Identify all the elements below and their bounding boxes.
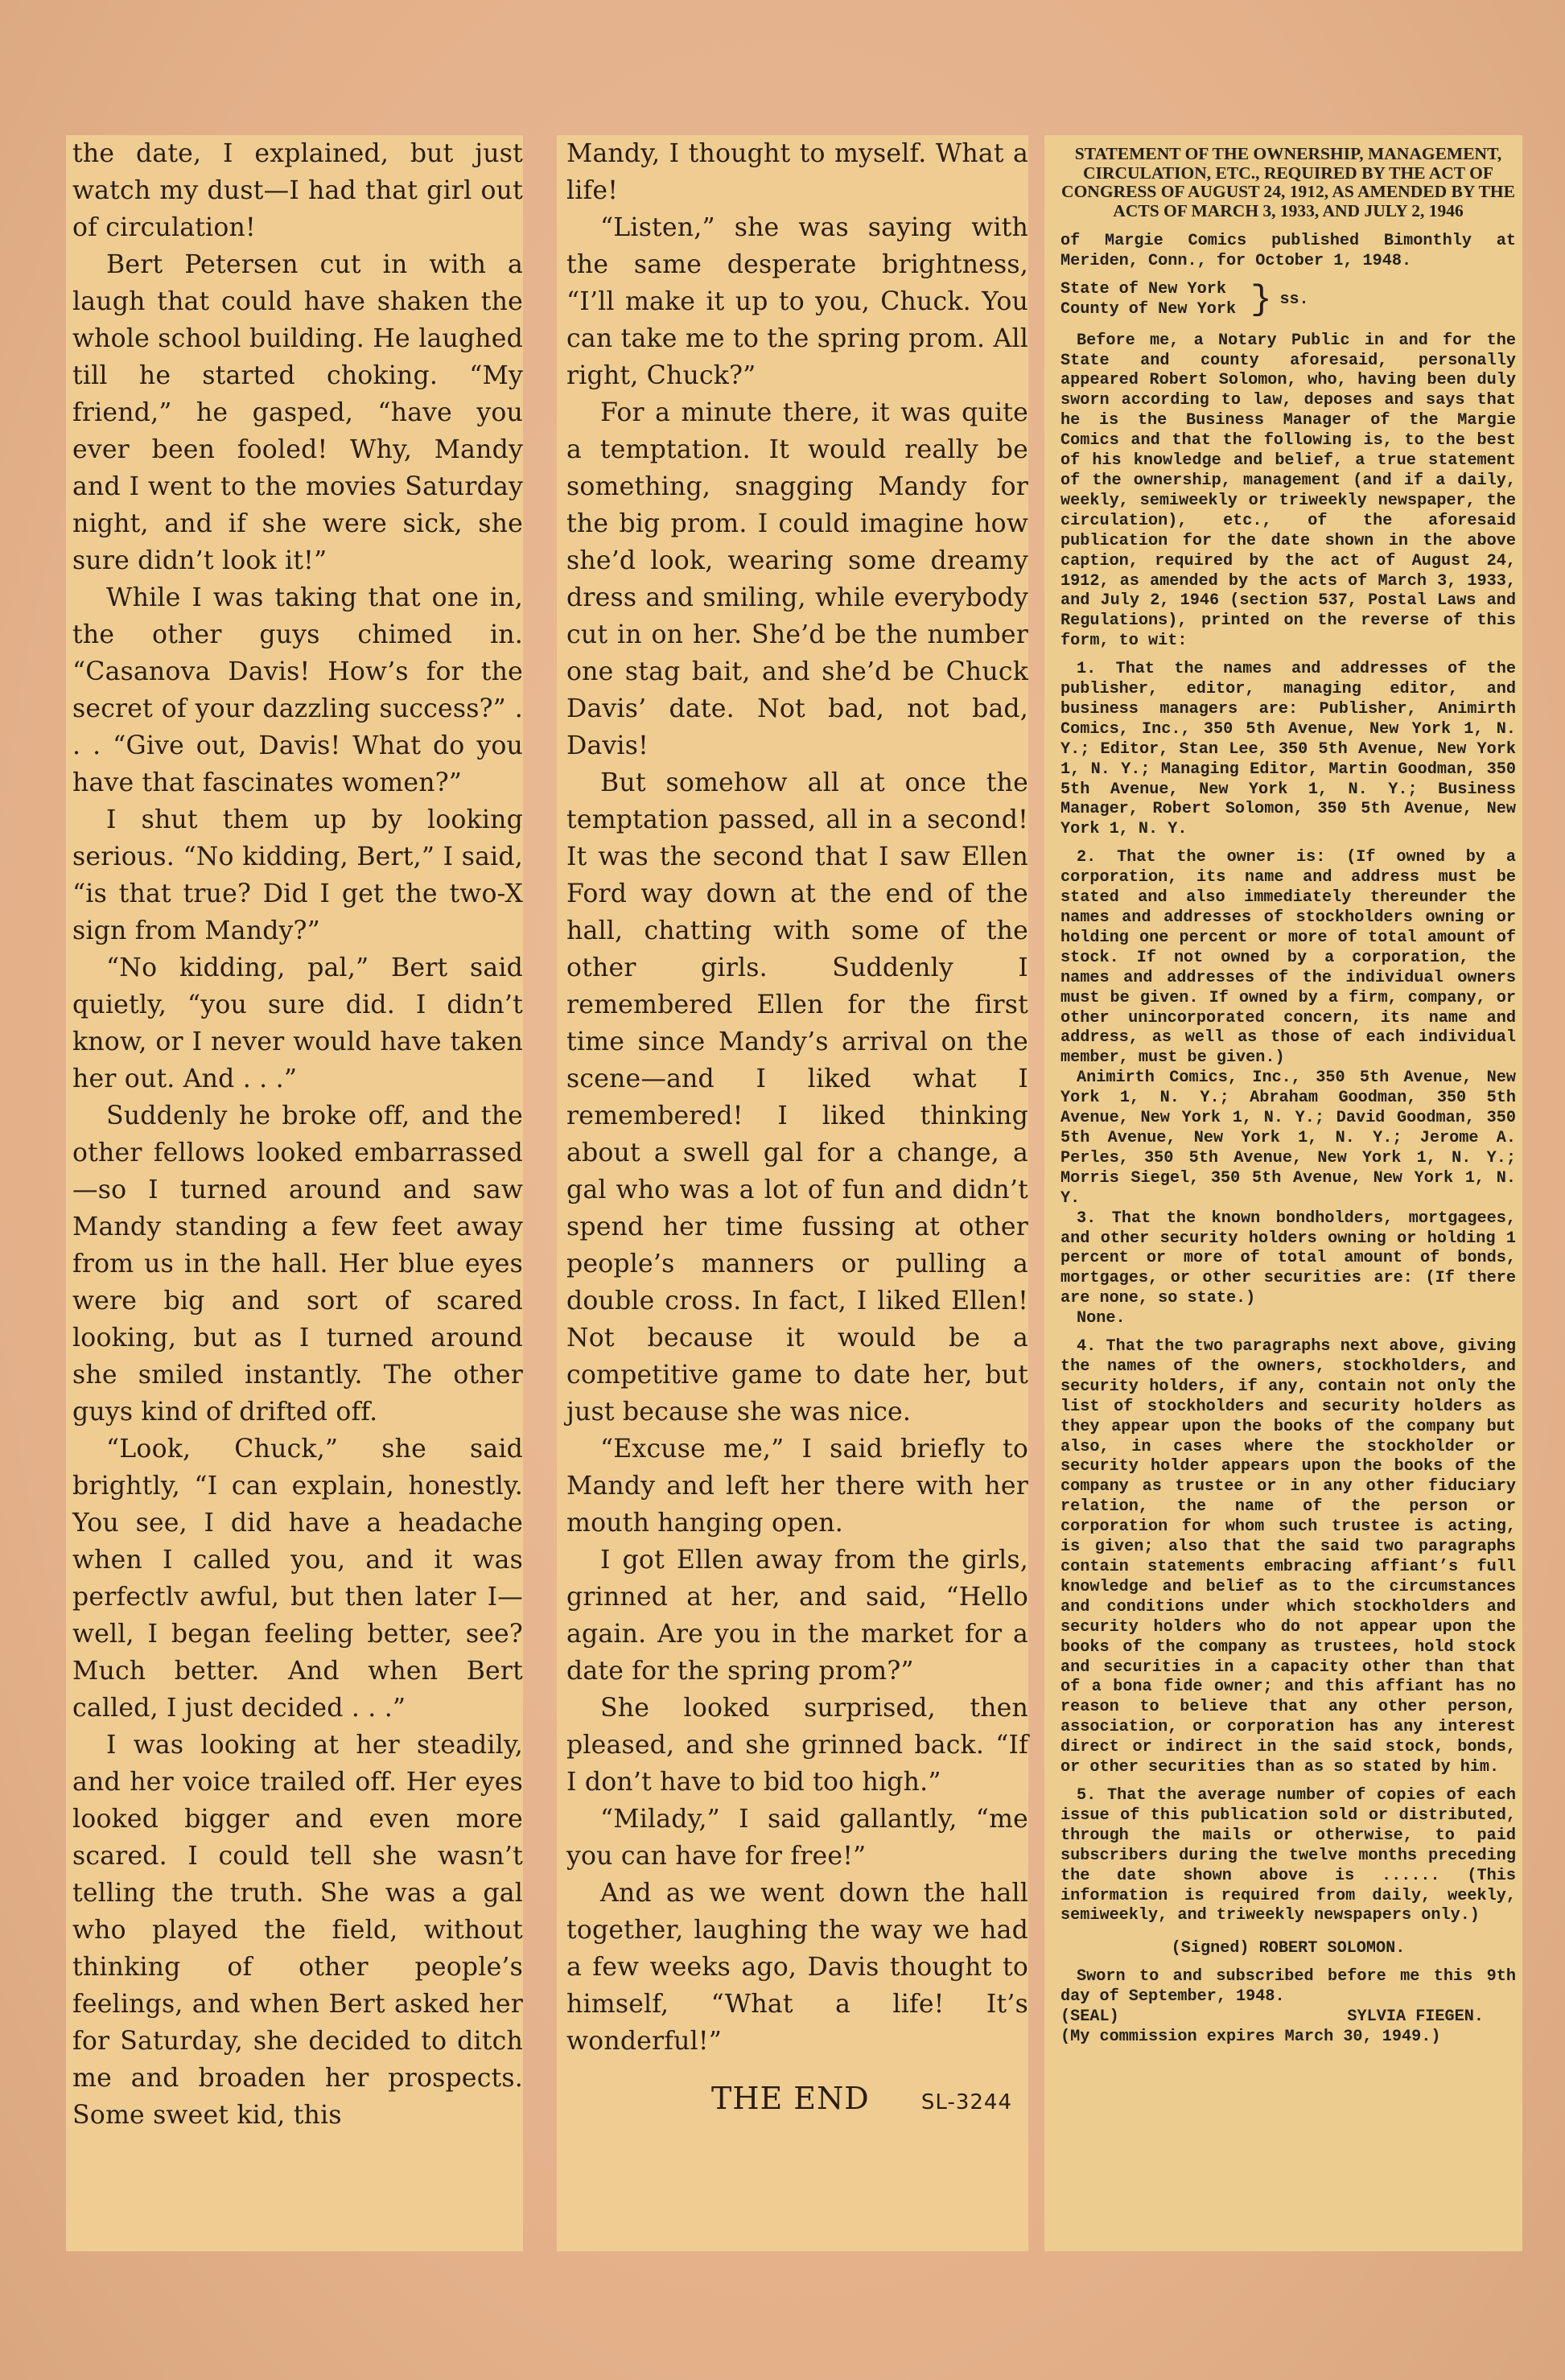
statement-header: STATEMENT OF THE OWNERSHIP, MANAGEMENT, CIRCULATION, ETC., REQUIRED BY THE ACT OF CONGRESS OF AUGUST 24, 1912, AS AMENDED BY THE ACTS OF MARCH 3, 1933, AND JULY 2, 1946 bbox=[1061, 144, 1515, 220]
sworn-line: Sworn to and subscribed before me this 9th day of September, 1948. bbox=[1060, 1967, 1516, 2007]
ownership-statement bbox=[1044, 135, 1522, 2251]
story-paragraph: “No kidding, pal,” Bert said quietly, “you sure did. I didn’t know, or I never would have taken her out. And . . .” bbox=[72, 953, 523, 1093]
county-line: County of New York bbox=[1060, 299, 1237, 319]
notary-name: SYLVIA FIEGEN. bbox=[1347, 2007, 1484, 2027]
state-line: State of New York bbox=[1060, 279, 1226, 299]
commission-line: (My commission expires March 30, 1949.) bbox=[1060, 2027, 1441, 2046]
ss-label: ss. bbox=[1279, 290, 1309, 310]
statement-paragraph: 4. That the two paragraphs next above, giving the names of the owners, stockholders, and security holders, if any, contain not only the list of stockholders and security holders as they appear upon the books of the company but also, in cases where the stockholder or security holder appears upon the books of the company as trustee or in any other fiduciary relation, the name of the person or corporation for whom such trustee is acting, is given; also that the said two paragraphs contain statements embracing affiant’s full knowledge and belief as to the circumstances and conditions under which stockholders and security holders who do not appear upon the books of the company as trustees, hold stock and securities in a capacity other than that of a bona fide owner; and this affiant has no reason to believe that any other person, association, or corporation has any interest direct or indirect in the said stock, bonds, or other securities than as so stated by him. bbox=[1060, 1337, 1516, 1777]
statement-paragraph: 3. That the known bondholders, mortgagees, and other security holders owning or holding 1 percent or more of total amount of bonds, mortgages, or other securities are: (If there are none, so state.) bbox=[1060, 1209, 1516, 1308]
story-paragraph: While I was taking that one in, the other guys chimed in. “Casanova Davis! How’s for the secret of your dazzling success?” . . . “Give out, Davis! What do you have that fascinates women?” bbox=[72, 583, 523, 797]
story-paragraph: “Listen,” she was saying with the same desperate brightness, “I’ll make it up to you, Chuck. You can take me to the spring prom. All right, Chuck?” bbox=[566, 213, 1028, 390]
story-paragraph: And as we went down the hall together, laughing the way we had a few weeks ago, Davis thought to himself, “What a life! It’s wonderful!” bbox=[566, 1879, 1028, 2056]
the-end-label: THE END bbox=[711, 2081, 870, 2116]
signature-line: (Signed) ROBERT SOLOMON. bbox=[1171, 1939, 1406, 1958]
story-paragraph: Bert Petersen cut in with a laugh that could have shaken the whole school building. He laughed till he started choking. “My friend,” he gasped, “have you ever been fooled! Why, Mandy and I went to the movies Saturday night, and if she were sick, she sure didn’t look it!” bbox=[72, 250, 523, 575]
statement-intro: of Margie Comics published Bimonthly at Meriden, Conn., for October 1, 1948. bbox=[1060, 232, 1516, 270]
story-paragraph: “Look, Chuck,” she said brightly, “I can explain, honestly. You see, I did have a headache when I called you, and it was perfectlv awful, but then later I—well, I began feeling better, see? Much better. And when Bert called, I just decided . . .” bbox=[72, 1435, 523, 1723]
story-paragraph: Suddenly he broke off, and the other fellows looked embarrassed—so I turned around and saw Mandy standing a few feet away from us in the hall. Her blue eyes were big and sort of scared looking, but as I turned around she smiled instantly. The other guys kind of drifted off. bbox=[72, 1101, 523, 1427]
story-paragraph: She looked surprised, then pleased, and she grinned back. “If I don’t have to bid too high.” bbox=[566, 1694, 1028, 1797]
story-code: SL-3244 bbox=[920, 2090, 1012, 2114]
statement-paragraph: Animirth Comics, Inc., 350 5th Avenue, New York 1, N. Y.; Abraham Goodman, 350 5th Avenue, New York 1, N. Y.; David Goodman, 350 5th Avenue, New York 1, N. Y.; Jerome A. Perles, 350 5th Avenue, New York 1, N. Y.; Morris Siegel, 350 5th Avenue, New York 1, N. Y. bbox=[1060, 1069, 1516, 1208]
statement-paragraph: 5. That the average number of copies of each issue of this publication sold or distributed, through the mails or otherwise, to paid subscribers during the twelve months preceding the date shown above is ...... (This information is required from daily, weekly, semiweekly, and triweekly newspapers only.) bbox=[1060, 1785, 1516, 1925]
story-paragraph: But somehow all at once the temptation passed, all in a second! It was the second that I saw Ellen Ford way down at the end of the hall, chatting with some of the other girls. Suddenly I remembered Ellen for the first time since Mandy’s arrival on the scene—and I liked what I remembered! I liked thinking about a swell gal for a change, a gal who was a lot of fun and didn’t spend her time fussing at other people’s manners or pulling a double cross. In fact, I liked Ellen! Not because it would be a competitive game to date her, but just because she was nice. bbox=[566, 768, 1028, 1427]
story-paragraph: I got Ellen away from the girls, grinned at her, and said, “Hello again. Are you in the market for a date for the spring prom?” bbox=[566, 1546, 1028, 1686]
story-paragraph: “Excuse me,” I said briefly to Mandy and left her there with her mouth hanging open. bbox=[566, 1435, 1028, 1538]
statement-paragraph: 1. That the names and addresses of the publisher, editor, managing editor, and business managers are: Publisher, Animirth Comics, Inc., 350 5th Avenue, New York 1, N. Y.; Editor, Stan Lee, 350 5th Avenue, New York 1, N. Y.; Managing Editor, Martin Goodman, 350 5th Avenue, New York 1, N. Y.; Business Manager, Robert Solomon, 350 5th Avenue, New York 1, N. Y. bbox=[1060, 660, 1516, 839]
story-column-2 bbox=[557, 135, 1028, 2251]
venue-block bbox=[1060, 280, 1516, 320]
seal-row bbox=[1060, 2007, 1516, 2028]
brace-glyph: } bbox=[1250, 279, 1272, 320]
story-paragraph: “Milady,” I said gallantly, “me you can have for free!” bbox=[566, 1805, 1028, 1871]
story-paragraph: I was looking at her steadily, and her voice trailed off. Her eyes looked bigger and even more scared. I could tell she wasn’t telling the truth. She was a gal who played the field, without thinking of other people’s feelings, and when Bert asked her for Saturday, she decided to ditch me and broaden her prospects. Some sweet kid, this bbox=[72, 1731, 523, 2130]
story-column-1 bbox=[66, 135, 523, 2251]
story-paragraph: I shut them up by looking serious. “No kidding, Bert,” I said, “is that true? Did I get the two-X sign from Mandy?” bbox=[72, 805, 523, 945]
story-paragraph: the date, I explained, but just watch my dust—I had that girl out of circulation! bbox=[72, 139, 523, 242]
story-paragraph: Mandy, I thought to myself. What a life! bbox=[566, 139, 1028, 205]
statement-paragraph: Before me, a Notary Public in and for the State and county aforesaid, personally appeared Robert Solomon, who, having been duly sworn according to law, deposes and says that he is the Business Manager of the Margie Comics and that the following is, to the best of his knowledge and belief, a true statement of the ownership, management (and if a daily, weekly, semiweekly or triweekly newspaper, the circulation), etc., of the aforesaid publication for the date shown in the above caption, required by the act of August 24, 1912, as amended by the acts of March 3, 1933, and July 2, 1946 (section 537, Postal Laws and Regulations), printed on the reverse of this form, to wit: bbox=[1060, 331, 1516, 651]
story-paragraph: For a minute there, it was quite a temptation. It would really be something, snagging Mandy for the big prom. I could imagine how she’d look, wearing some dreamy dress and smiling, while everybody cut in on her. She’d be the number one stag bait, and she’d be Chuck Davis’ date. Not bad, not bad, Davis! bbox=[566, 398, 1028, 760]
end-row bbox=[566, 2081, 1028, 2116]
seal-label: (SEAL) bbox=[1060, 2007, 1119, 2027]
statement-paragraph: 2. That the owner is: (If owned by a corporation, its name and address must be stated and also immediately thereunder the names and addresses of stockholders owning or holding one percent or more of total amount of stock. If not owned by a corporation, the names and addresses of the individual owners must be given. If owned by a firm, company, or other unincorporated concern, its name and address, as well as those of each individual member, must be given.) bbox=[1060, 848, 1516, 1068]
statement-paragraph: None. bbox=[1077, 1309, 1126, 1328]
